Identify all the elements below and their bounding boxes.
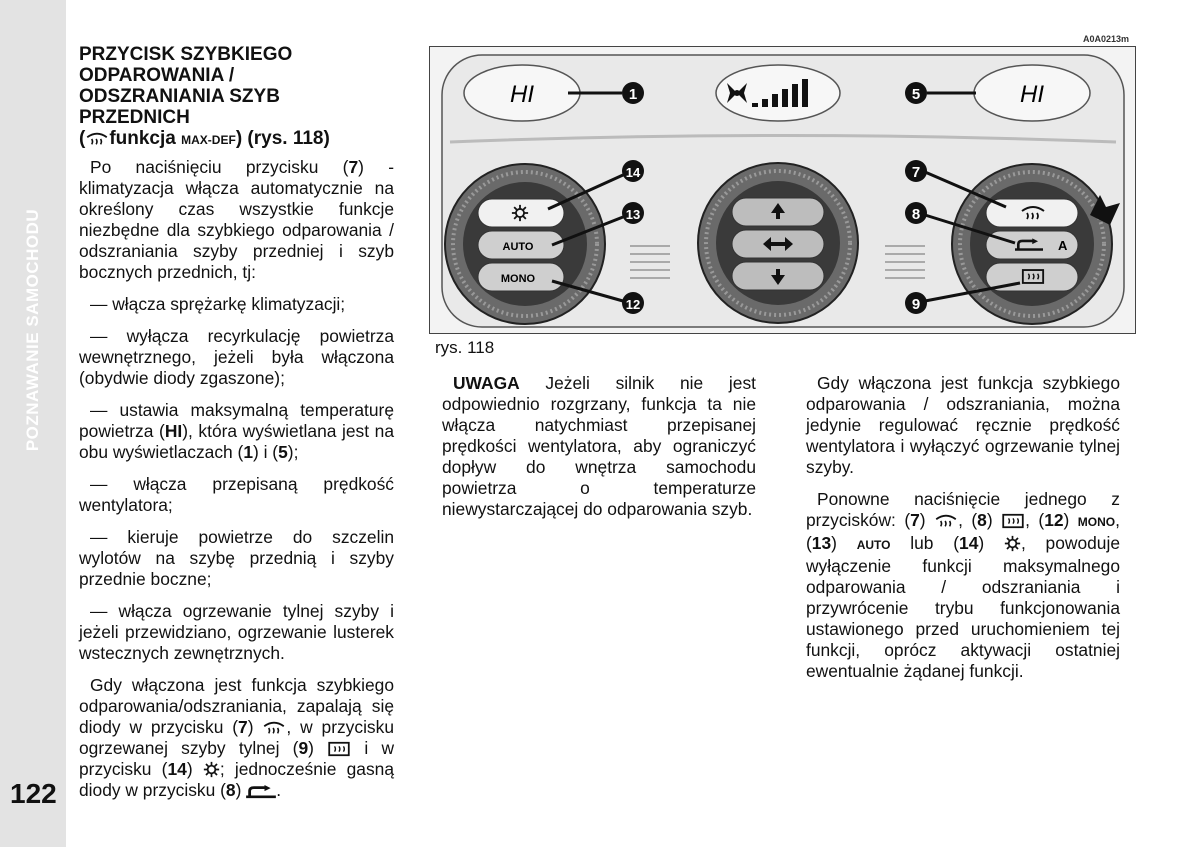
callout-14: 14: [625, 165, 641, 180]
air-distribution-knob: [698, 163, 858, 323]
page-number: 122: [10, 778, 57, 809]
bullet-item: — kieruje powietrze do szczelin wylotów na szybę przednią i szyby przednie boczne;: [79, 527, 394, 589]
figure-code: A0A0213m: [1083, 34, 1130, 44]
heading-ref: ) (rys. 118): [235, 128, 330, 149]
rear-window-heat-icon: [1001, 513, 1025, 529]
mono-label: MONO: [1077, 515, 1116, 529]
auto-button-label: AUTO: [502, 241, 534, 253]
section-title: POZNAWANIE SAMOCHODU: [23, 208, 42, 452]
heading-paren: (: [79, 128, 86, 149]
heading-line: [79, 128, 394, 151]
heading-line: ODSZRANIANIA SZYB: [79, 86, 280, 107]
heading-line: ODPAROWANIA /: [79, 65, 235, 86]
auto-label: AUTO: [856, 538, 891, 552]
rear-window-heat-icon: [327, 741, 351, 757]
climate-panel-illustration: [430, 47, 1135, 333]
bullet-item: — ustawia maksymalną temperaturę powietrza (HI), która wyświetlana jest na obu wyświetlaczach (1) i (5);: [79, 400, 394, 462]
callout-1: 1: [628, 86, 638, 103]
left-knob: [445, 164, 605, 324]
windshield-defrost-icon: [934, 513, 958, 529]
bullet-item: — wyłącza recyrkulację powietrza wewnętrznego, jeżeli była włączona (obydwie diody zgaszone);: [79, 326, 394, 388]
compressor-snowflake-icon: [1004, 535, 1021, 552]
paragraph: Ponowne naciśnięcie jednego z przycisków: (7) , (8) , (12) MONO, (13) AUTO lub (14) , powoduje wyłączenie funkcji maksymalnego odparowania / odszraniania i przywrócenie trybu funkcjonowania ustawionego przed uruchomieniem tej funkcji, oprócz aktywacji ostatniej ewentualnie żądanej funkcji.: [806, 489, 1120, 681]
recirculation-auto-label: A: [1058, 238, 1068, 253]
sidebar: [0, 0, 66, 847]
callout-9: 9: [911, 296, 921, 313]
column-2: [442, 373, 756, 531]
compressor-button: [478, 199, 564, 227]
callout-8: 8: [911, 206, 921, 223]
windshield-defrost-icon: [85, 131, 109, 147]
recirculation-icon: [246, 785, 276, 799]
figure-caption: rys. 118: [435, 338, 495, 357]
note-text: Jeżeli silnik nie jest odpowiednio rozgrzany, funkcja ta nie włącza natychmiast przepisanej prędkości wentylatora, aby ograniczyć dopływ do wnętrza samochodu powietrza o temperaturze niewystarczającej do odparowania szyb.: [442, 373, 756, 519]
bullet-item: — włącza sprężarkę klimatyzacji;: [90, 294, 346, 314]
compressor-snowflake-icon: [203, 761, 220, 778]
climate-control-figure: [429, 46, 1136, 334]
mono-button-label: MONO: [500, 273, 536, 285]
callout-12: 12: [625, 297, 641, 312]
paragraph: Gdy włączona jest funkcja szybkiego odparowania / odszraniania, można jedynie regulować ręcznie prędkość wentylatora i wyłączyć ogrzewanie tylnej szyby.: [806, 373, 1120, 477]
callout-5: 5: [911, 86, 921, 103]
note-paragraph: [442, 373, 756, 520]
display-right-text: HI: [1020, 81, 1044, 108]
column-3: [806, 373, 1120, 693]
paragraph: Gdy włączona jest funkcja szybkiego odparowania/odszraniania, zapalają się diody w przycisku (7) , w przycisku ogrzewanej szyby tylnej (9) i w przycisku (14) ; jednocześnie gasną diody w przycisku (8) .: [79, 675, 395, 800]
section-heading: [79, 44, 394, 151]
bullet-item: — włącza ogrzewanie tylnej szyby i jeżeli przewidziano, ogrzewanie lusterek wstecznych zewnętrznych.: [79, 601, 394, 663]
note-label: UWAGA: [453, 373, 520, 393]
paragraph: Po naciśnięciu przycisku (7) - klimatyzacja włącza automatycznie na określony czas wszystkie funkcje niezbędne dla szybkiego odparowania / odszraniania szyby przedniej i szyb bocznych przednich, tj:: [79, 157, 394, 282]
display-left-text: HI: [510, 81, 534, 108]
column-1: [79, 44, 394, 812]
heading-line: PRZYCISK SZYBKIEGO: [79, 44, 293, 65]
heading-func-word: funkcja: [109, 128, 176, 149]
callout-7: 7: [911, 164, 921, 181]
right-knob: [952, 164, 1112, 324]
heading-maxdef: MAX-DEF: [181, 133, 236, 147]
windshield-defrost-icon: [262, 720, 286, 736]
callout-13: 13: [625, 207, 641, 222]
heading-line: PRZEDNICH: [79, 107, 190, 128]
bullet-item: — włącza przepisaną prędkość wentylatora;: [79, 474, 394, 515]
